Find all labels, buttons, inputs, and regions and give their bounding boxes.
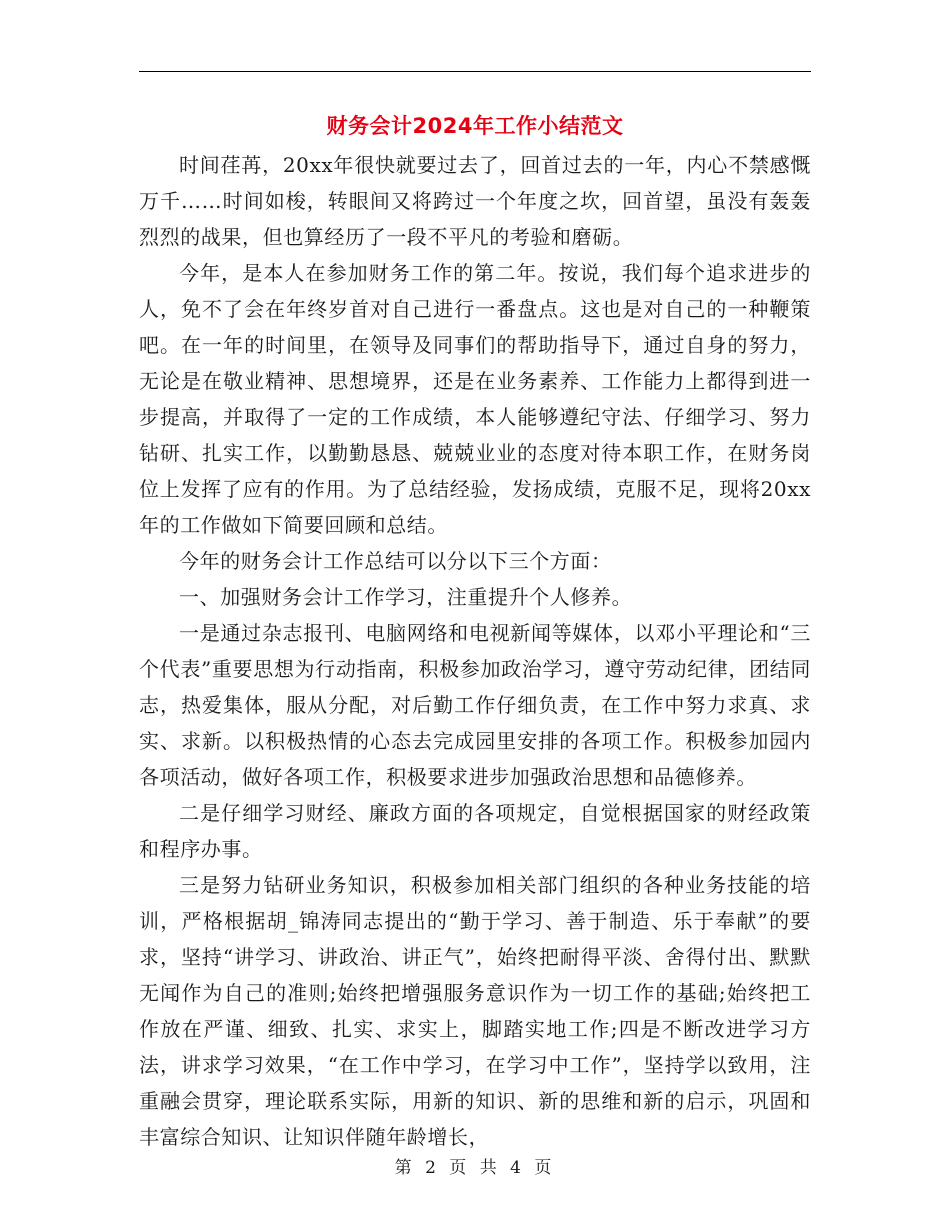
- paragraph-summary-lead: 今年的财务会计工作总结可以分以下三个方面：: [179, 549, 612, 573]
- paragraph-overview: 今年，是本人在参加财务工作的第二年。按说，我们每个追求进步的人，免不了会在年终岁首对自己进行一番盘点。这也是对自己的一种鞭策吧。在一年的时间里，在领导及同事们的帮助指导下，通过自身的努力，无论是在敬业精神、思想境界，还是在业务素养、工作能力上都得到进一步提高，并取得了一定的工作成绩，本人能够遵纪守法、仔细学习、努力钻研、扎实工作，以勤勤恳恳、兢兢业业的态度对待本职工作，在财务岗位上发挥了应有的作用。为了总结经验，发扬成绩，克服不足，现将20xx年的工作做如下简要回顾和总结。: [139, 261, 811, 537]
- page-number-footer: 第 2 页 共 4 页: [394, 1158, 556, 1178]
- document-title: 财务会计2024年工作小结范文: [326, 114, 624, 138]
- header-rule: [139, 71, 811, 72]
- paragraph-point-3: 三是努力钻研业务知识，积极参加相关部门组织的各种业务技能的培训，严格根据胡_锦涛同志提出的“勤于学习、善于制造、乐于奉献”的要求，坚持“讲学习、讲政治、讲正气”，始终把耐得平淡、舍得付出、默默无闻作为自己的准则;始终把增强服务意识作为一切工作的基础;始终把工作放在严谨、细致、扎实、求实上，脚踏实地工作;四是不断改进学习方法，讲求学习效果，“在工作中学习，在学习中工作”，坚持学以致用，注重融会贯穿，理论联系实际，用新的知识、新的思维和新的启示，巩固和丰富综合知识、让知识伴随年龄增长，: [139, 873, 811, 1149]
- paragraph-point-1: 一是通过杂志报刊、电脑网络和电视新闻等媒体，以邓小平理论和“三个代表”重要思想为行动指南，积极参加政治学习，遵守劳动纪律，团结同志，热爱集体，服从分配，对后勤工作仔细负责，在工作中努力求真、求实、求新。以积极热情的心态去完成园里安排的各项工作。积极参加园内各项活动，做好各项工作，积极要求进步加强政治思想和品德修养。: [139, 621, 811, 789]
- section-heading-1: 一、加强财务会计工作学习，注重提升个人修养。: [179, 585, 633, 609]
- document-body: [139, 147, 811, 1155]
- paragraph-point-2: 二是仔细学习财经、廉政方面的各项规定，自觉根据国家的财经政策和程序办事。: [139, 801, 811, 861]
- paragraph-intro: 时间荏苒，20xx年很快就要过去了，回首过去的一年，内心不禁感慨万千……时间如梭，转眼间又将跨过一个年度之坎，回首望，虽没有轰轰烈烈的战果，但也算经历了一段不平凡的考验和磨砺。: [139, 153, 811, 249]
